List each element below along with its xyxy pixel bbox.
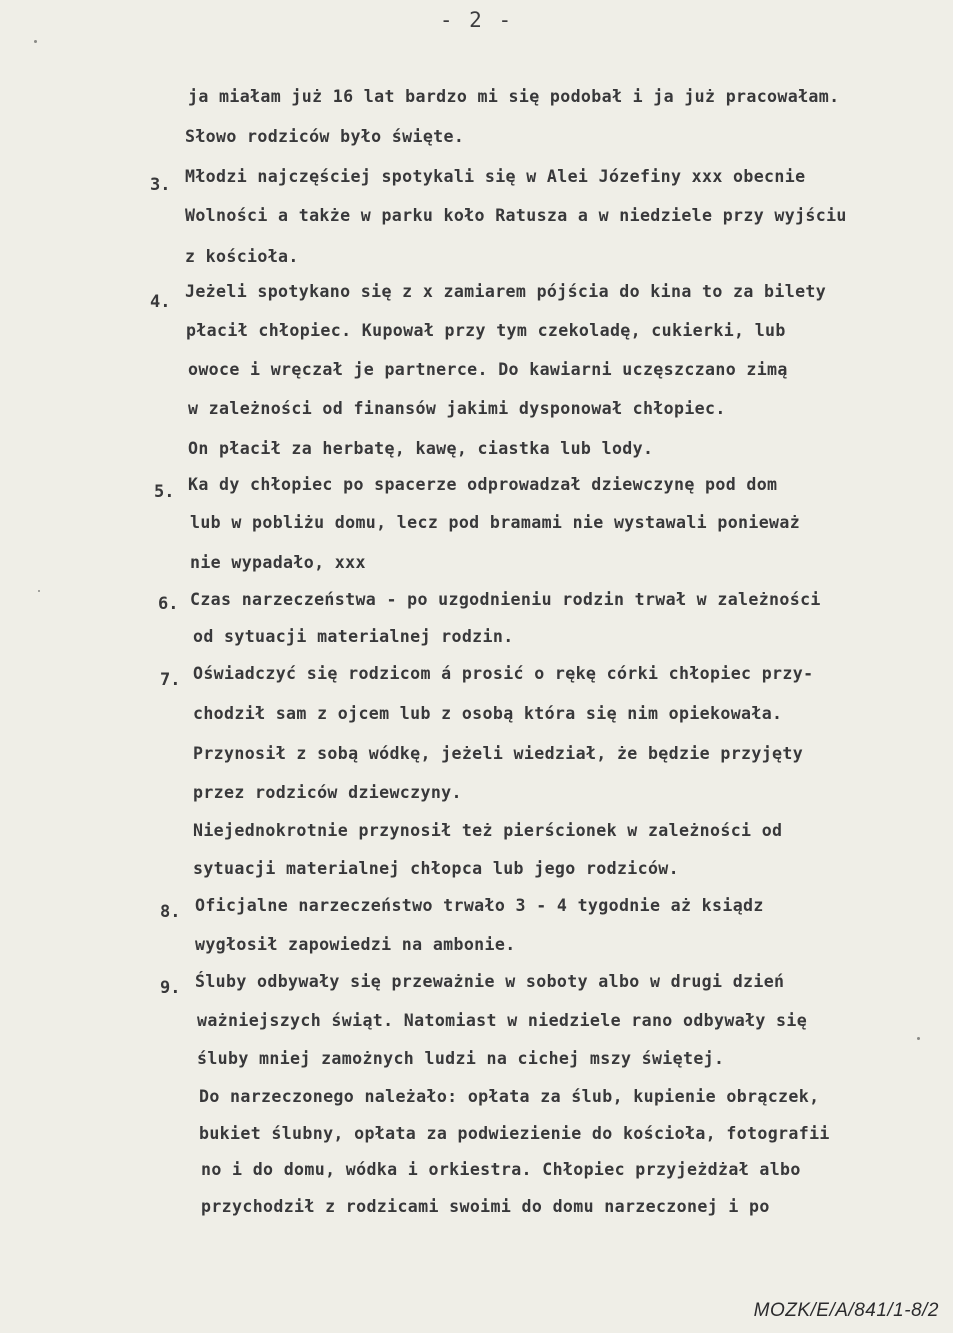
item-number: 5. bbox=[154, 482, 175, 502]
paper-speck bbox=[38, 590, 40, 592]
text-line: Niejednokrotnie przynosił też pierścionek w zależności od bbox=[193, 821, 783, 840]
text-line: Oświadczyć się rodzicom á prosić o rękę córki chłopiec przy- bbox=[193, 664, 814, 683]
paper-speck bbox=[917, 1037, 920, 1040]
item-number: 8. bbox=[160, 902, 181, 922]
text-line: Jeżeli spotykano się z x zamiarem pójścia do kina to za bilety bbox=[185, 282, 827, 301]
text-line: Czas narzeczeństwa - po uzgodnieniu rodzin trwał w zależności bbox=[190, 590, 821, 609]
text-line: nie wypadało, xxx bbox=[190, 553, 366, 572]
text-line: Przynosił z sobą wódkę, jeżeli wiedział, że będzie przyjęty bbox=[193, 744, 804, 763]
text-line: Słowo rodziców było święte. bbox=[185, 127, 465, 146]
text-line: przez rodziców dziewczyny. bbox=[193, 783, 462, 802]
text-line: owoce i wręczał je partnerce. Do kawiarni uczęszczano zimą bbox=[188, 360, 788, 379]
text-line: Oficjalne narzeczeństwo trwało 3 - 4 tygodnie aż ksiądz bbox=[195, 896, 764, 915]
page-number: - 2 - bbox=[439, 8, 514, 32]
text-line: przychodził z rodzicami swoimi do domu narzeczonej i po bbox=[201, 1197, 770, 1216]
text-line: Ka dy chłopiec po spacerze odprowadzał dziewczynę pod dom bbox=[188, 475, 778, 494]
paper-speck bbox=[34, 40, 37, 43]
text-line: od sytuacji materialnej rodzin. bbox=[193, 627, 514, 646]
text-line: płacił chłopiec. Kupował przy tym czekoladę, cukierki, lub bbox=[186, 321, 786, 340]
text-line: Młodzi najczęściej spotykali się w Alei Józefiny xxx obecnie bbox=[185, 167, 806, 186]
item-number: 3. bbox=[150, 175, 171, 195]
text-line: wygłosił zapowiedzi na ambonie. bbox=[195, 935, 516, 954]
text-line: Wolności a także w parku koło Ratusza a w niedziele przy wyjściu bbox=[185, 206, 847, 225]
text-line: z kościoła. bbox=[185, 247, 299, 266]
text-line: ja miałam już 16 lat bardzo mi się podobał i ja już pracowałam. bbox=[188, 87, 840, 106]
item-number: 4. bbox=[150, 292, 171, 312]
text-line: bukiet ślubny, opłata za podwiezienie do kościoła, fotografii bbox=[199, 1124, 830, 1143]
text-line: no i do domu, wódka i orkiestra. Chłopiec przyjeżdżał albo bbox=[201, 1160, 801, 1179]
item-number: 6. bbox=[158, 594, 179, 614]
text-line: Do narzeczonego należało: opłata za ślub, kupienie obrączek, bbox=[199, 1087, 820, 1106]
item-number: 9. bbox=[160, 978, 181, 998]
text-line: On płacił za herbatę, kawę, ciastka lub lody. bbox=[188, 439, 654, 458]
text-line: sytuacji materialnej chłopca lub jego rodziców. bbox=[193, 859, 679, 878]
text-line: śluby mniej zamożnych ludzi na cichej mszy świętej. bbox=[197, 1049, 725, 1068]
text-line: w zależności od finansów jakimi dysponował chłopiec. bbox=[188, 399, 726, 418]
text-line: ważniejszych świąt. Natomiast w niedziele rano odbywały się bbox=[197, 1011, 808, 1030]
text-line: chodził sam z ojcem lub z osobą która się nim opiekowała. bbox=[193, 704, 783, 723]
text-line: Śluby odbywały się przeważnie w soboty albo w drugi dzień bbox=[195, 972, 785, 991]
archive-signature: MOZK/E/A/841/1-8/2 bbox=[753, 1300, 939, 1321]
text-line: lub w pobliżu domu, lecz pod bramami nie wystawali ponieważ bbox=[190, 513, 801, 532]
item-number: 7. bbox=[160, 670, 181, 690]
